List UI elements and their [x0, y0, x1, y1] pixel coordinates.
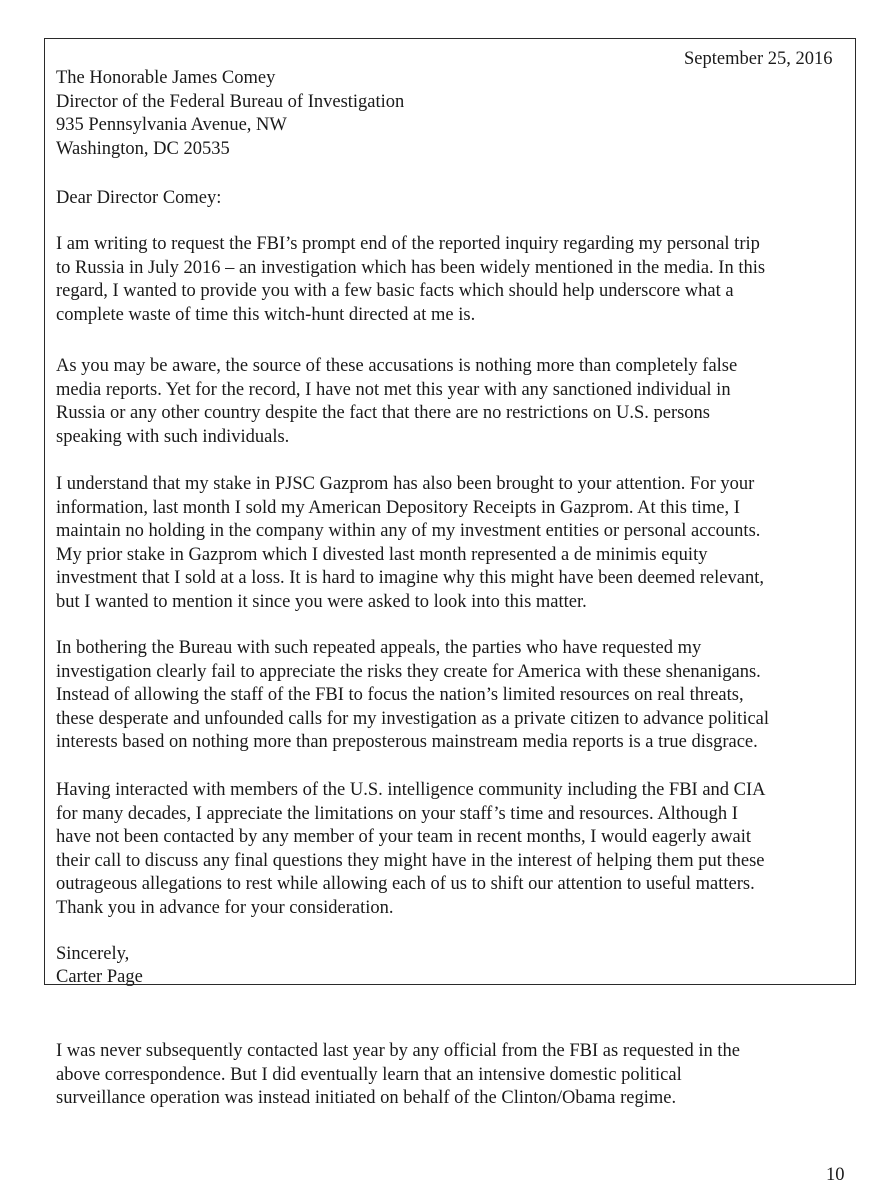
paragraph-line: but I wanted to mention it since you were asked to look into this matter.	[56, 591, 587, 612]
paragraph-appeals	[56, 637, 769, 755]
paragraph-line: My prior stake in Gazprom which I divested last month represented a de minimis equity	[56, 544, 708, 565]
recipient-address	[56, 67, 404, 161]
paragraph-line: to Russia in July 2016 – an investigation which has been widely mentioned in the media. In this	[56, 257, 766, 278]
paragraph-accusations	[56, 355, 737, 449]
page-number: 10	[826, 1165, 845, 1185]
paragraph-line: Instead of allowing the staff of the FBI to focus the nation’s limited resources on real threats,	[56, 685, 744, 705]
address-line: 935 Pennsylvania Avenue, NW	[56, 115, 287, 135]
paragraph-line: for many decades, I appreciate the limitations on your staff’s time and resources. Although I	[56, 803, 738, 824]
paragraph-line: investigation clearly fail to appreciate the risks they create for America with these shenanigans.	[56, 661, 761, 682]
letter-date: September 25, 2016	[684, 49, 833, 69]
paragraph-line: information, last month I sold my American Depository Receipts in Gazprom. At this time, I	[56, 497, 740, 518]
footnote-line: above correspondence. But I did eventually learn that an intensive domestic political	[56, 1064, 682, 1085]
letter-signature: Carter Page	[56, 967, 143, 987]
paragraph-line: these desperate and unfounded calls for my investigation as a private citizen to advance political	[56, 708, 770, 729]
paragraph-request	[56, 233, 765, 327]
paragraph-line: As you may be aware, the source of these accusations is nothing more than completely false	[56, 356, 738, 376]
paragraph-line: interests based on nothing more than preposterous mainstream media reports is a true disgrace.	[56, 732, 758, 752]
paragraph-line: I am writing to request the FBI’s prompt end of the reported inquiry regarding my personal trip	[56, 234, 760, 254]
paragraph-line: Thank you in advance for your consideration.	[56, 897, 394, 918]
paragraph-line: Russia or any other country despite the fact that there are no restrictions on U.S. persons	[56, 403, 711, 423]
address-line: The Honorable James Comey	[56, 68, 276, 88]
paragraph-line: their call to discuss any final questions they might have in the interest of helping them put these	[56, 850, 765, 871]
paragraph-line: media reports. Yet for the record, I have not met this year with any sanctioned individual in	[56, 379, 731, 400]
paragraph-line: complete waste of time this witch-hunt directed at me is.	[56, 304, 476, 325]
paragraph-line: Having interacted with members of the U.S. intelligence community including the FBI and CIA	[56, 780, 766, 800]
footnote-line: surveillance operation was instead initiated on behalf of the Clinton/Obama regime.	[56, 1088, 677, 1108]
paragraph-line: have not been contacted by any member of your team in recent months, I would eagerly await	[56, 827, 752, 847]
paragraph-line: investment that I sold at a loss. It is hard to imagine why this might have been deemed relevant,	[56, 568, 764, 588]
paragraph-gazprom	[56, 473, 764, 614]
footnote-line: I was never subsequently contacted last year by any official from the FBI as requested in the	[56, 1041, 740, 1061]
paragraph-line: regard, I wanted to provide you with a few basic facts which should help underscore what a	[56, 281, 734, 301]
address-line: Washington, DC 20535	[56, 138, 230, 159]
paragraph-line: I understand that my stake in PJSC Gazprom has also been brought to your attention. For your	[56, 474, 755, 494]
salutation: Dear Director Comey:	[56, 188, 222, 208]
footnote	[56, 1040, 740, 1111]
letter-closing: Sincerely,	[56, 944, 130, 964]
paragraph-line: speaking with such individuals.	[56, 426, 290, 447]
paragraph-line: maintain no holding in the company within any of my investment entities or personal accounts.	[56, 521, 761, 541]
paragraph-line: outrageous allegations to rest while allowing each of us to shift our attention to useful matters.	[56, 874, 755, 894]
paragraph-closing-remarks	[56, 779, 766, 920]
paragraph-line: In bothering the Bureau with such repeated appeals, the parties who have requested my	[56, 638, 702, 658]
address-line: Director of the Federal Bureau of Investigation	[56, 91, 405, 112]
